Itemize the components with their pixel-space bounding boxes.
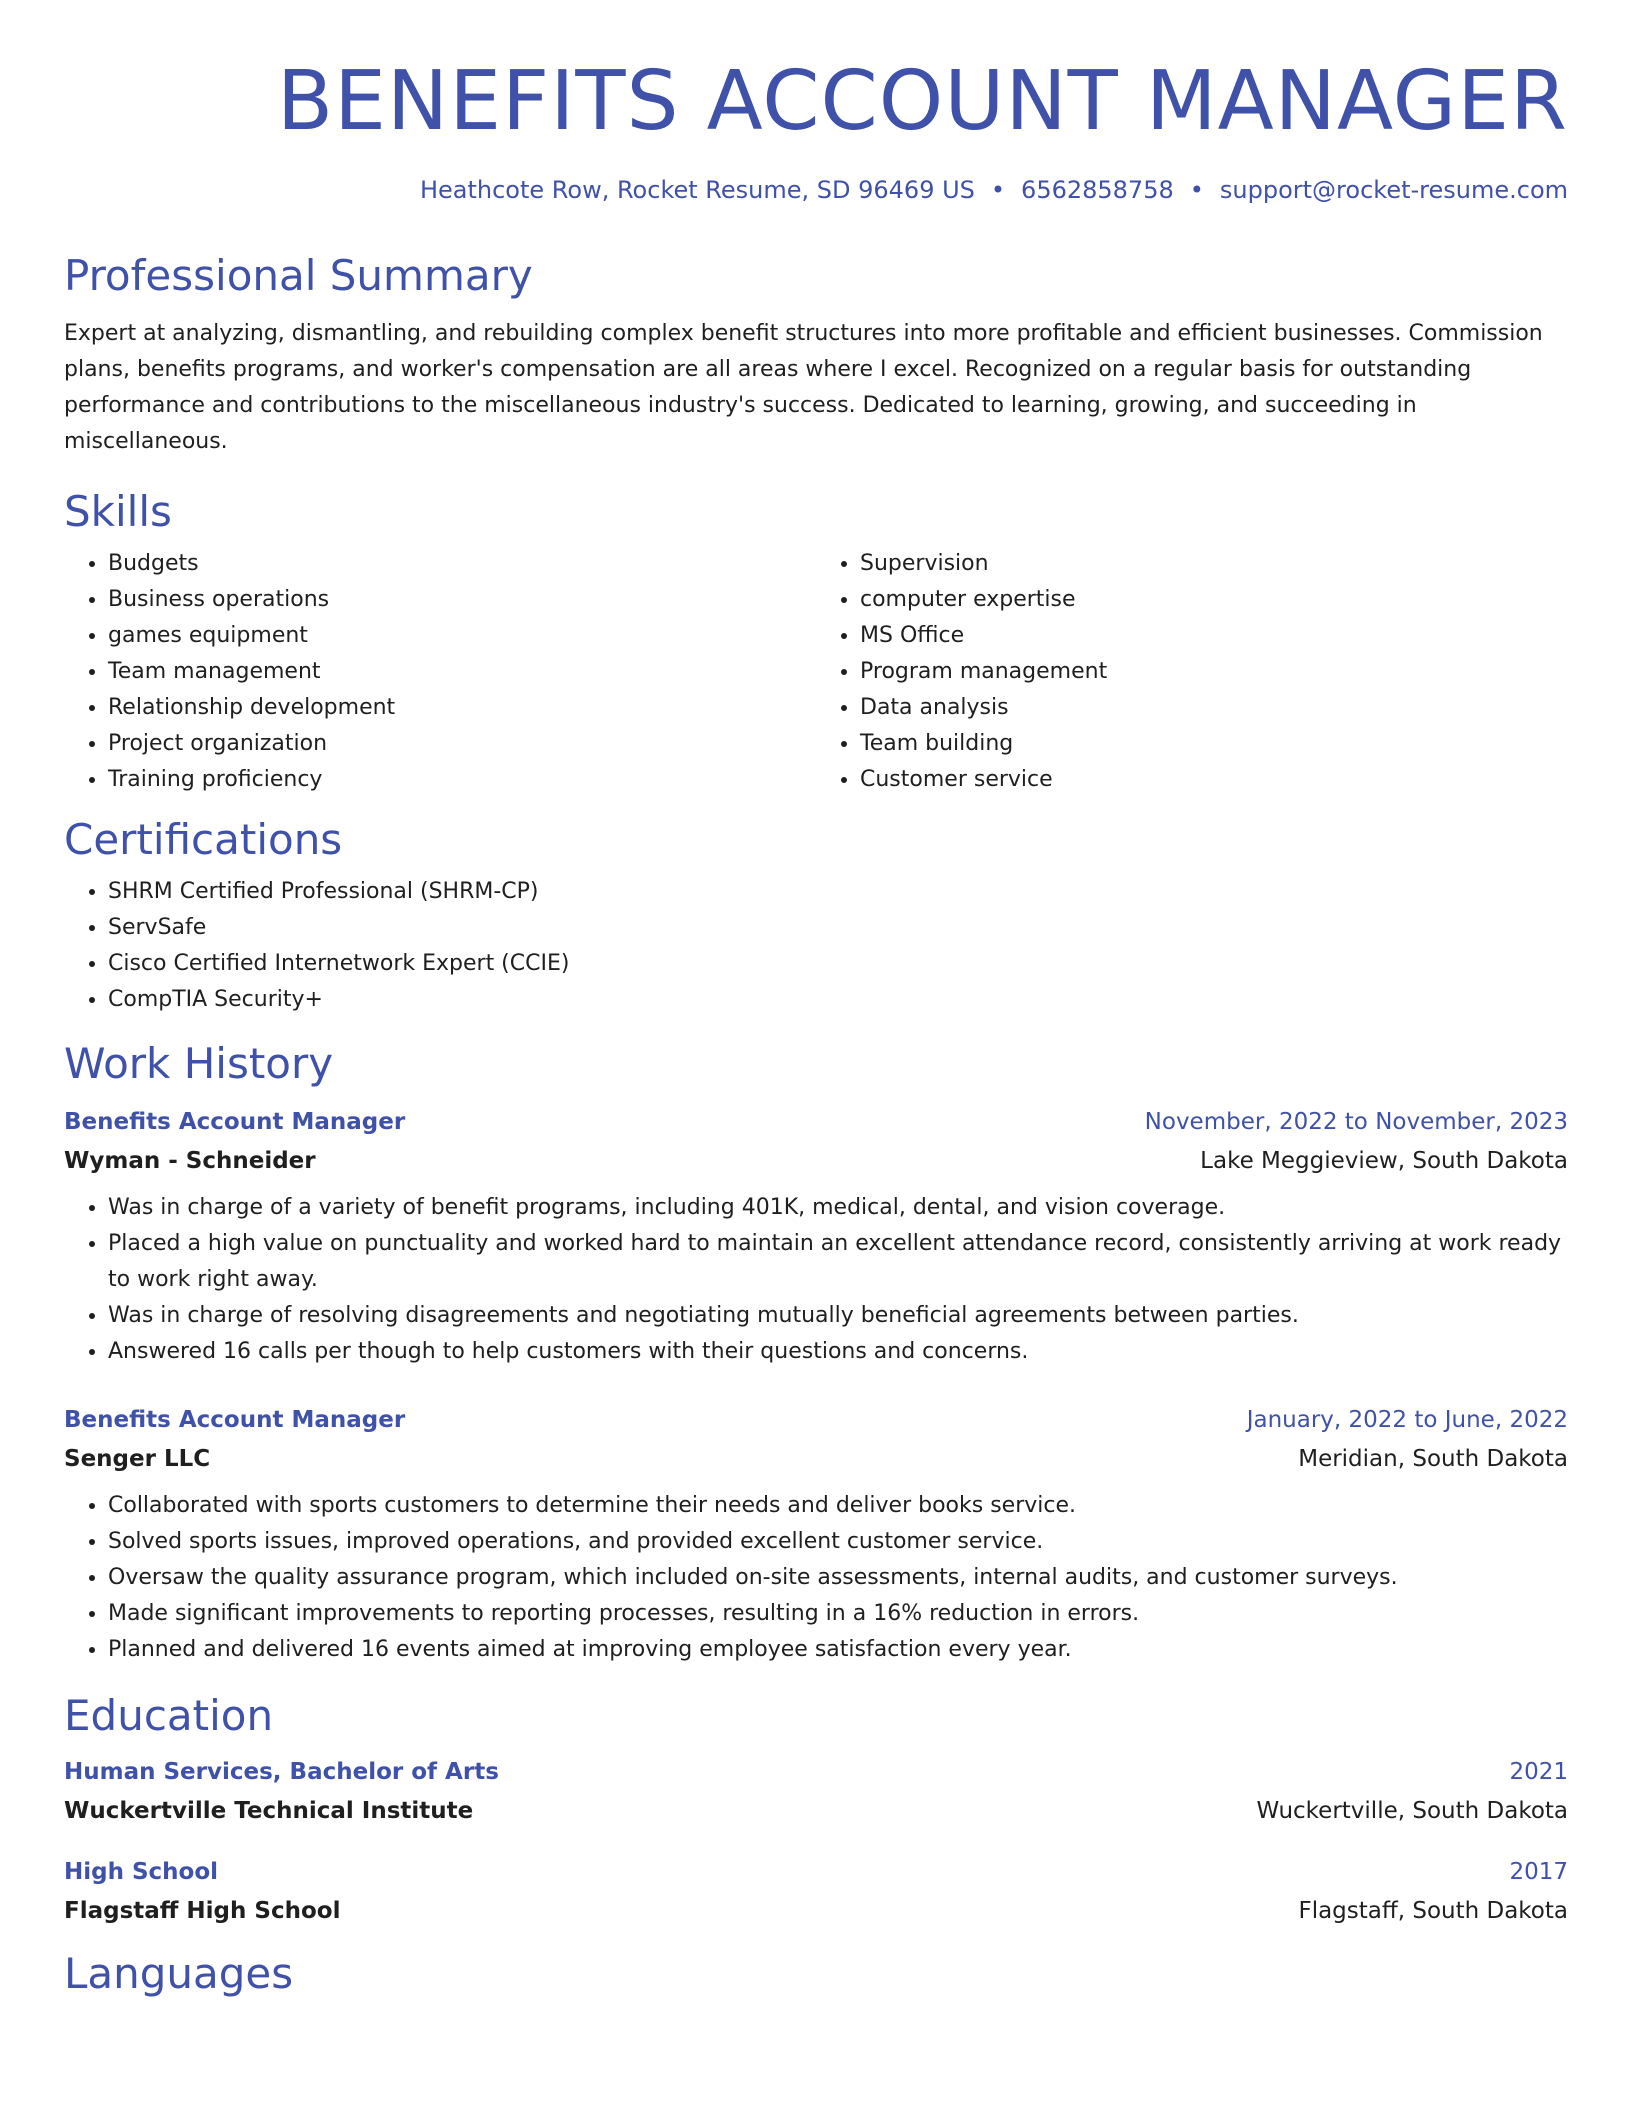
education-location: Flagstaff, South Dakota bbox=[1298, 1898, 1568, 1924]
job-entry bbox=[64, 1102, 1568, 1370]
certifications-list bbox=[64, 874, 1568, 1018]
job-dates: November, 2022 to November, 2023 bbox=[1144, 1109, 1568, 1135]
skill-item: • games equipment bbox=[108, 618, 816, 654]
skill-item: • computer expertise bbox=[860, 582, 1568, 618]
education-location: Wuckertville, South Dakota bbox=[1256, 1798, 1568, 1824]
contact-email[interactable]: support@rocket-resume.com bbox=[1219, 176, 1568, 204]
education-degree: Human Services, Bachelor of Arts bbox=[64, 1759, 499, 1785]
skill-item: • Team building bbox=[860, 726, 1568, 762]
skill-item: • MS Office bbox=[860, 618, 1568, 654]
job-title: Benefits Account Manager bbox=[64, 1109, 406, 1135]
skill-item: • Supervision bbox=[860, 546, 1568, 582]
education-header-row bbox=[64, 1752, 1568, 1792]
job-dates: January, 2022 to June, 2022 bbox=[1246, 1407, 1568, 1433]
job-bullet: • Collaborated with sports customers to determine their needs and deliver books service. bbox=[108, 1488, 1568, 1524]
job-bullet: • Was in charge of a variety of benefit programs, including 401K, medical, dental, and vision coverage. bbox=[108, 1190, 1568, 1226]
job-bullet: • Made significant improvements to reporting processes, resulting in a 16% reduction in errors. bbox=[108, 1596, 1568, 1632]
skill-item: • Team management bbox=[108, 654, 816, 690]
job-header-row bbox=[64, 1400, 1568, 1440]
job-bullets bbox=[64, 1488, 1568, 1668]
education-school-row bbox=[64, 1792, 1568, 1830]
education-entry bbox=[64, 1752, 1568, 1830]
education-school: Flagstaff High School bbox=[64, 1898, 341, 1924]
education-school: Wuckertville Technical Institute bbox=[64, 1798, 474, 1824]
education-year: 2021 bbox=[1509, 1759, 1568, 1785]
job-location: Meridian, South Dakota bbox=[1298, 1446, 1568, 1472]
skill-item: • Project organization bbox=[108, 726, 816, 762]
section-title-education: Education bbox=[64, 1691, 274, 1740]
job-header-row bbox=[64, 1102, 1568, 1142]
section-title-languages: Languages bbox=[64, 1949, 294, 1998]
certification-item: • Cisco Certified Internetwork Expert (CCIE) bbox=[108, 946, 1568, 982]
job-bullet: • Planned and delivered 16 events aimed at improving employee satisfaction every year. bbox=[108, 1632, 1568, 1668]
certification-item: • CompTIA Security+ bbox=[108, 982, 1568, 1018]
summary-text: Expert at analyzing, dismantling, and rebuilding complex benefit structures into more profitable and efficient businesses. Commission plans, benefits programs, and worker's compensation are all areas where I excel. Recognized on a regular basis for outstanding performance and contributions to the miscellaneous industry's success. Dedicated to learning, growing, and succeeding in miscellaneous. bbox=[64, 321, 1543, 454]
job-location: Lake Meggieview, South Dakota bbox=[1200, 1148, 1568, 1174]
skill-item: • Budgets bbox=[108, 546, 816, 582]
contact-separator: • bbox=[1189, 176, 1204, 204]
job-bullets bbox=[64, 1190, 1568, 1370]
section-title-work-history: Work History bbox=[64, 1039, 334, 1088]
education-degree: High School bbox=[64, 1859, 219, 1885]
skill-item: • Training proficiency bbox=[108, 762, 816, 798]
job-company-row bbox=[64, 1142, 1568, 1180]
skills-list-right bbox=[816, 546, 1568, 798]
contact-separator: • bbox=[990, 176, 1006, 204]
education-entry bbox=[64, 1852, 1568, 1930]
job-title: Benefits Account Manager bbox=[64, 1407, 406, 1433]
job-company: Senger LLC bbox=[64, 1446, 211, 1472]
skills-grid bbox=[64, 546, 1568, 798]
section-title-summary: Professional Summary bbox=[64, 251, 533, 300]
job-bullet: • Was in charge of resolving disagreements and negotiating mutually beneficial agreements between parties. bbox=[108, 1298, 1568, 1334]
job-bullet: • Solved sports issues, improved operations, and provided excellent customer service. bbox=[108, 1524, 1568, 1560]
contact-address: Heathcote Row, Rocket Resume, SD 96469 US bbox=[419, 176, 975, 204]
job-bullet: • Oversaw the quality assurance program, which included on-site assessments, internal audits, and customer surveys. bbox=[108, 1560, 1568, 1596]
education-school-row bbox=[64, 1892, 1568, 1930]
job-entry bbox=[64, 1400, 1568, 1668]
resume-name: BENEFITS ACCOUNT MANAGER bbox=[276, 54, 1568, 149]
contact-line bbox=[64, 174, 1568, 206]
job-bullet: • Placed a high value on punctuality and worked hard to maintain an excellent attendance record, consistently arriving at work ready to work right away. bbox=[108, 1226, 1568, 1298]
skill-item: • Data analysis bbox=[860, 690, 1568, 726]
skills-list-left bbox=[64, 546, 816, 798]
skill-item: • Relationship development bbox=[108, 690, 816, 726]
certification-item: • SHRM Certified Professional (SHRM-CP) bbox=[108, 874, 1568, 910]
skill-item: • Customer service bbox=[860, 762, 1568, 798]
job-bullet: • Answered 16 calls per though to help customers with their questions and concerns. bbox=[108, 1334, 1568, 1370]
job-company-row bbox=[64, 1440, 1568, 1478]
contact-phone: 6562858758 bbox=[1021, 176, 1174, 204]
section-title-certifications: Certifications bbox=[64, 815, 343, 864]
skill-item: • Business operations bbox=[108, 582, 816, 618]
section-title-skills: Skills bbox=[64, 487, 172, 536]
education-year: 2017 bbox=[1509, 1859, 1568, 1885]
skill-item: • Program management bbox=[860, 654, 1568, 690]
job-company: Wyman - Schneider bbox=[64, 1148, 316, 1174]
education-header-row bbox=[64, 1852, 1568, 1892]
certification-item: • ServSafe bbox=[108, 910, 1568, 946]
